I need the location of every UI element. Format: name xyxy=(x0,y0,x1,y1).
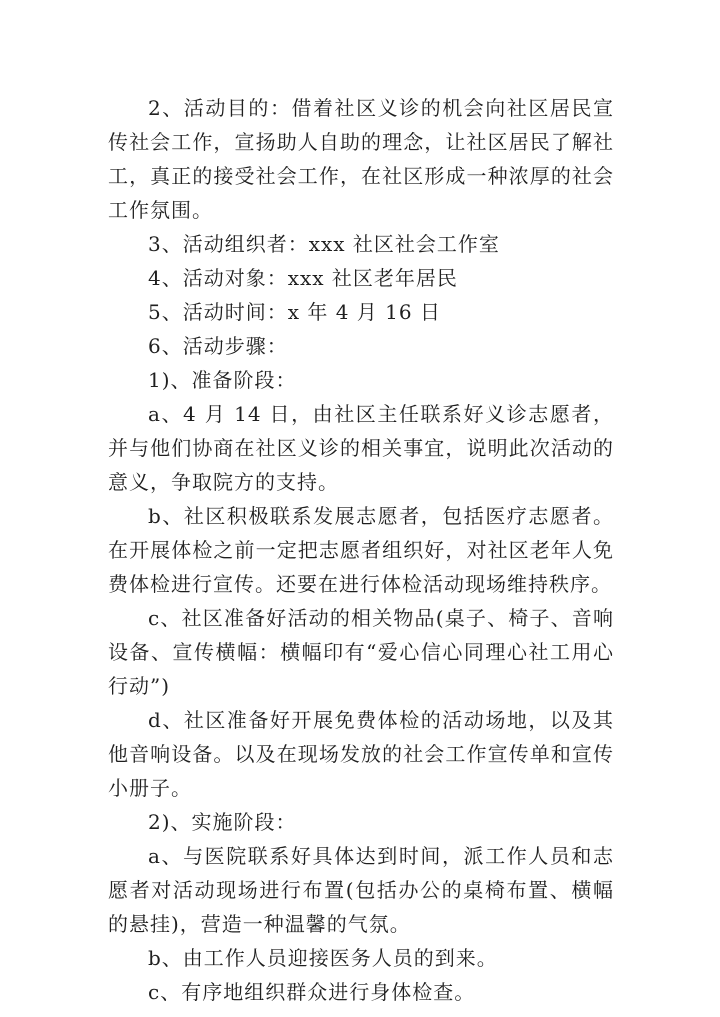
paragraph-target-audience: 4、活动对象：xxx 社区老年居民 xyxy=(148,266,458,290)
paragraph-implementation-b: b、由工作人员迎接医务人员的到来。 xyxy=(148,946,498,970)
paragraph-implementation-a: a、与医院联系好具体达到时间，派工作人员和志愿者对活动现场进行布置(包括办公的桌椅布置、横幅的悬挂)，营造一种温馨的气氛。 xyxy=(108,844,614,936)
paragraph-implementation-heading: 2)、实施阶段： xyxy=(148,810,297,834)
paragraph-preparation-c: c、社区准备好活动的相关物品(桌子、椅子、音响设备、宣传横幅：横幅印有“爱心信心同理心社工用心行动”) xyxy=(108,606,614,698)
paragraph-organizer: 3、活动组织者：xxx 社区社会工作室 xyxy=(148,232,500,256)
paragraph-activity-steps-heading: 6、活动步骤： xyxy=(148,334,288,358)
paragraph-activity-purpose: 2、活动目的：借着社区义诊的机会向社区居民宣传社会工作，宣扬助人自助的理念，让社区居民了解社工，真正的接受社会工作，在社区形成一种浓厚的社会工作氛围。 xyxy=(108,96,614,222)
paragraph-preparation-d: d、社区准备好开展免费体检的活动场地，以及其他音响设备。以及在现场发放的社会工作宣传单和宣传小册子。 xyxy=(108,708,614,800)
paragraph-preparation-heading: 1)、准备阶段： xyxy=(148,368,297,392)
paragraph-activity-time: 5、活动时间：x 年 4 月 16 日 xyxy=(148,300,441,324)
paragraph-preparation-b: b、社区积极联系发展志愿者，包括医疗志愿者。在开展体检之前一定把志愿者组织好，对社区老年人免费体检进行宣传。还要在进行体检活动现场维持秩序。 xyxy=(108,504,614,596)
paragraph-implementation-c: c、有序地组织群众进行身体检查。 xyxy=(148,980,476,1004)
document-body xyxy=(108,91,614,1009)
paragraph-preparation-a: a、4 月 14 日，由社区主任联系好义诊志愿者，并与他们协商在社区义诊的相关事宜，说明此次活动的意义，争取院方的支持。 xyxy=(108,402,614,494)
